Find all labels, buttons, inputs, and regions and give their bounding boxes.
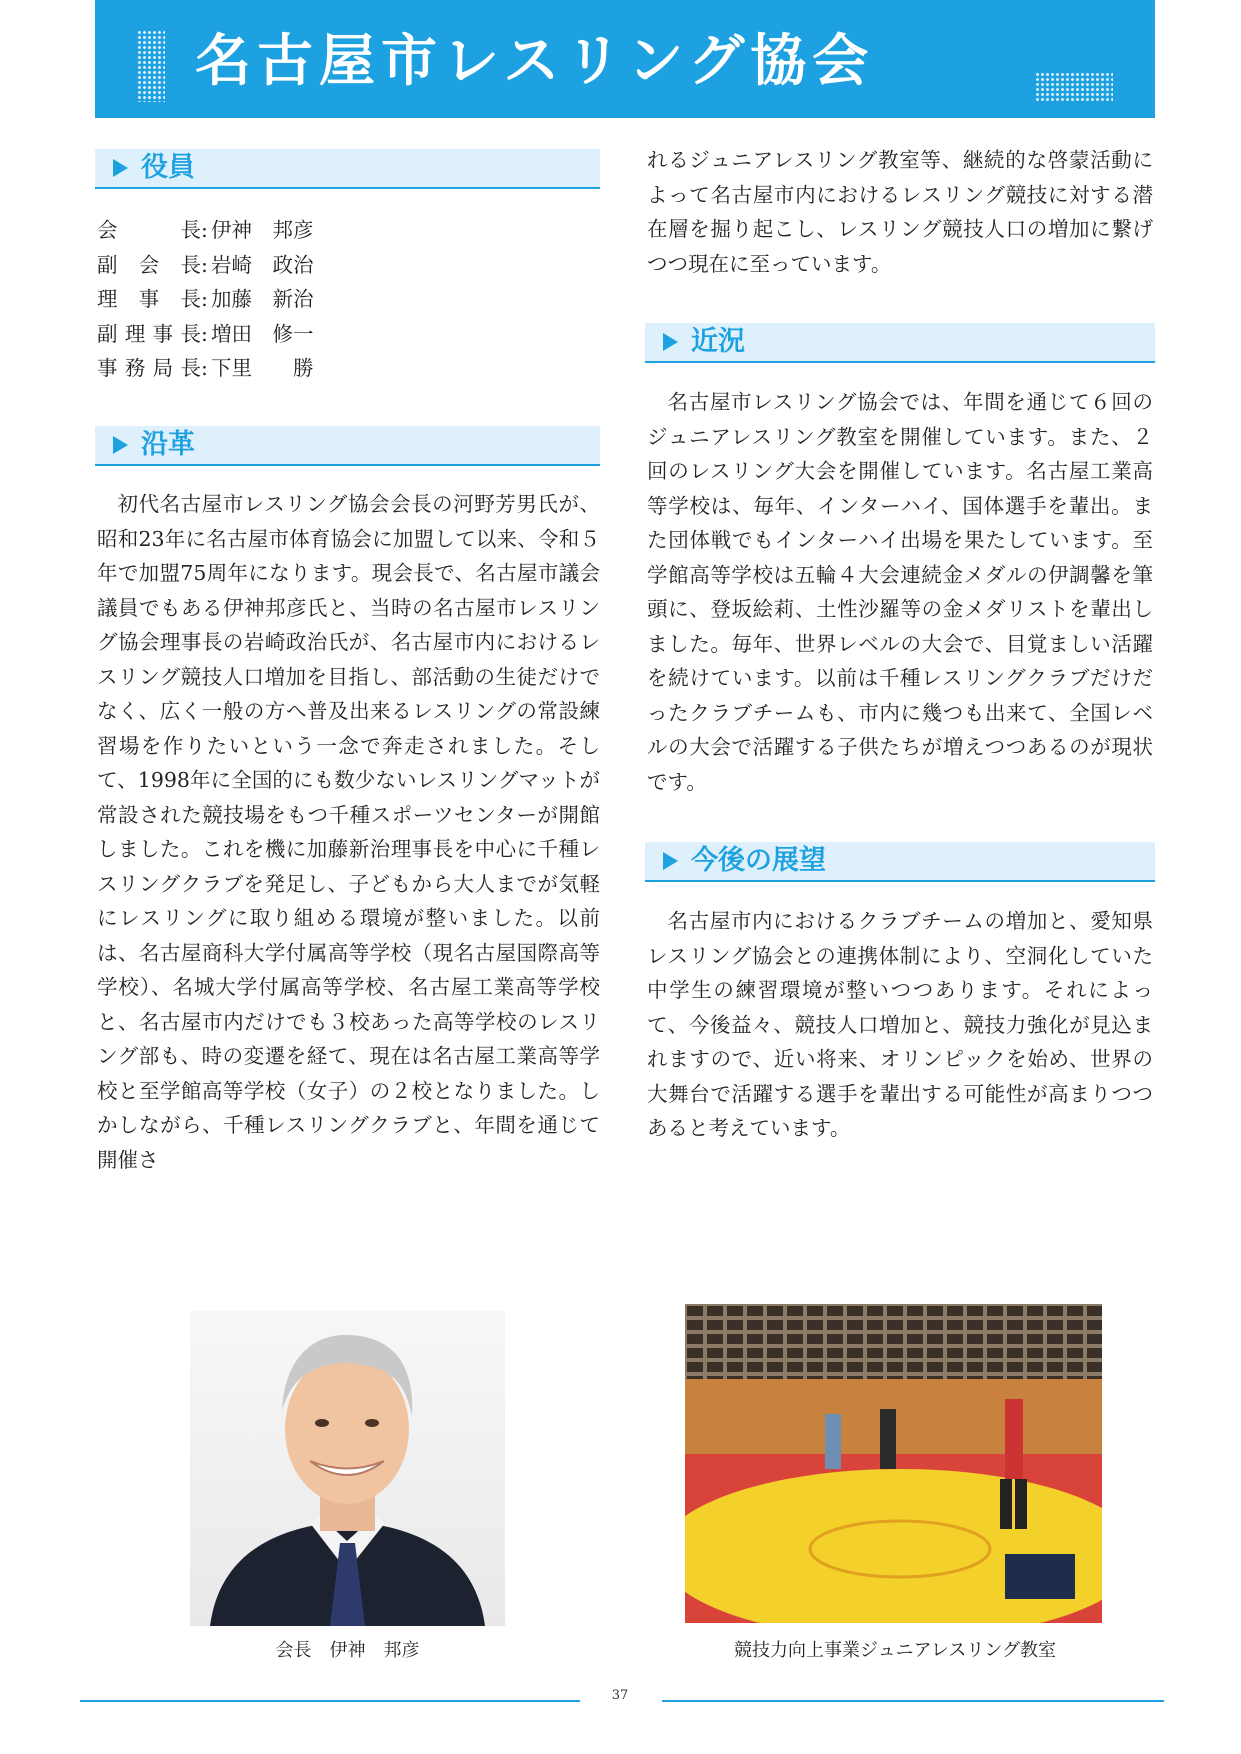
- page-number: 37: [611, 1688, 629, 1703]
- officer-role: 副会長: [97, 252, 201, 277]
- dot-pattern-decoration: [1035, 72, 1113, 102]
- officer-row: 事務局長: 下里 勝: [97, 351, 517, 386]
- footer-divider-right: [662, 1700, 1164, 1702]
- triangle-marker-icon: [113, 159, 128, 177]
- triangle-marker-icon: [663, 852, 678, 870]
- dot-pattern-decoration: [137, 30, 165, 102]
- recent-paragraph: 名古屋市レスリング協会では、年間を通じて６回のジュニアレスリング教室を開催しています。また、２回のレスリング大会を開催しています。名古屋工業高等学校は、毎年、インターハイ、国体選手を輩出。また団体戦でもインターハイ出場を果たしています。至学館高等学校は五輪４大会連続金メダルの伊調馨を筆頭に、登坂絵莉、土性沙羅等の金メダリストを輩出しました。毎年、世界レベルの大会で、目覚ましい活躍を続けています。以前は千種レスリングクラブだけだったクラブチームも、市内に幾つも出来て、全国レベルの大会で活躍する子供たちが増えつつあるのが現状です。: [647, 390, 1153, 794]
- triangle-marker-icon: [113, 436, 128, 454]
- section-heading-label: 沿革: [141, 429, 195, 460]
- officer-role: 副理事長: [97, 321, 201, 346]
- officer-name: 増田 修一: [211, 321, 314, 346]
- history-paragraph-continued: れるジュニアレスリング教室等、継続的な啓蒙活動によって名古屋市内におけるレスリング競技に対する潜在層を掘り起こし、レスリング競技人口の増加に繋げつつ現在に至っています。: [647, 148, 1153, 276]
- classroom-photo: [685, 1304, 1102, 1623]
- officer-name: 伊神 邦彦: [211, 218, 314, 242]
- triangle-marker-icon: [663, 333, 678, 351]
- president-portrait: [190, 1311, 505, 1626]
- officer-role: 会長: [97, 218, 201, 242]
- section-heading-label: 近況: [691, 326, 745, 357]
- section-heading-history: [95, 426, 600, 466]
- section-heading-recent: [645, 323, 1155, 363]
- officer-role: 理事長: [97, 287, 201, 311]
- section-heading-label: 今後の展望: [691, 845, 826, 876]
- president-photo-caption: 会長 伊神 邦彦: [275, 1640, 420, 1661]
- officer-name: 岩崎 政治: [211, 252, 314, 277]
- outlook-paragraph: 名古屋市内におけるクラブチームの増加と、愛知県レスリング協会との連携体制により、空洞化していた中学生の練習環境が整いつつあります。それによって、今後益々、競技人口増加と、競技力強化が見込まれますので、近い将来、オリンピックを始め、世界の大舞台で活躍する選手を輩出する可能性が高まりつつあると考えています。: [647, 909, 1153, 1140]
- section-heading-outlook: [645, 842, 1155, 882]
- footer-divider-left: [80, 1700, 580, 1702]
- officer-list: [97, 213, 517, 386]
- officer-name: 下里 勝: [211, 356, 314, 380]
- classroom-photo-illustration: [685, 1304, 1102, 1623]
- section-heading-label: 役員: [141, 152, 195, 183]
- officer-row: 副理事長: 増田 修一: [97, 317, 517, 352]
- section-heading-officers: [95, 149, 600, 189]
- header-band: [95, 0, 1155, 118]
- page-title: 名古屋市レスリング協会: [195, 29, 875, 94]
- officer-name: 加藤 新治: [211, 287, 314, 311]
- classroom-photo-caption: 競技力向上事業ジュニアレスリング教室: [733, 1640, 1057, 1661]
- officer-role: 事務局長: [97, 356, 201, 380]
- history-paragraph: 初代名古屋市レスリング協会会長の河野芳男氏が、昭和23年に名古屋市体育協会に加盟して以来、令和５年で加盟75周年になります。現会長で、名古屋市議会議員でもある伊神邦彦氏と、当時の名古屋市レスリング協会理事長の岩崎政治氏が、名古屋市内におけるレスリング競技人口増加を目指し、部活動の生徒だけでなく、広く一般の方へ普及出来るレスリングの常設練習場を作りたいという一念で奔走されました。そして、1998年に全国的にも数少ないレスリングマットが常設された競技場をもつ千種スポーツセンターが開館しました。これを機に加藤新治理事長を中心に千種レスリングクラブを発足し、子どもから大人までが気軽にレスリングに取り組める環境が整いました。以前は、名古屋商科大学付属高等学校（現名古屋国際高等学校）、名城大学付属高等学校、名古屋工業高等学校と、名古屋市内だけでも３校あった高等学校のレスリング部も、時の変遷を経て、現在は名古屋工業高等学校と至学館高等学校（女子）の２校となりました。しかしながら、千種レスリングクラブと、年間を通じて開催さ: [97, 492, 600, 1172]
- president-portrait-illustration: [190, 1311, 505, 1626]
- officer-row: 理事長: 加藤 新治: [97, 282, 517, 317]
- officer-row: 会長: 伊神 邦彦: [97, 213, 517, 248]
- officer-row: 副会長: 岩崎 政治: [97, 248, 517, 283]
